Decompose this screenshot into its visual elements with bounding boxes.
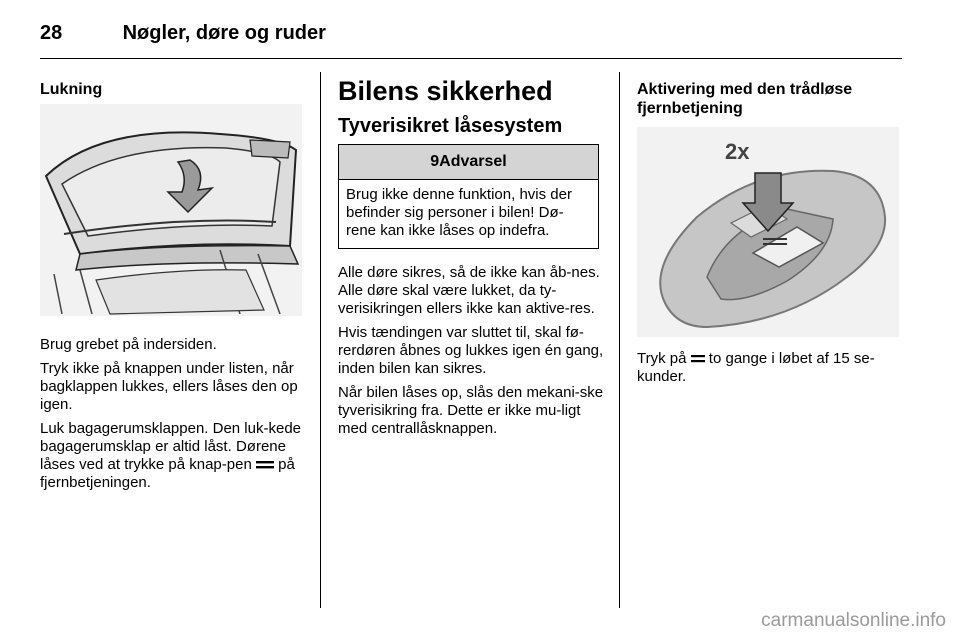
paragraph: Hvis tændingen var sluttet til, skal fø-rerdøren åbnes og lukkes igen én gang, inden bilen kan sikres. [338,324,604,377]
paragraph-text: Dørene låses ved at trykke på knap-pen [40,438,286,473]
lock-button-icon [256,461,274,469]
warning-text: Brug ikke denne funktion, hvis der befinder sig personer i bilen! Dø-rene kan ikke låses op indefra. [346,186,572,239]
remote-key-drawing [637,127,899,337]
chapter-title: Nøgler, døre og ruder [122,22,326,44]
tailgate-drawing [40,104,302,316]
page-header [40,22,326,45]
paragraph: Brug grebet på indersiden. [40,336,217,353]
paragraph-text: to gange i løbet af 15 se-kunder. [637,350,875,385]
section-subtitle: Tyverisikret låsesystem [338,115,563,137]
column-2-text [338,264,606,444]
page-number: 28 [40,22,63,44]
section-heading-lukning: Lukning [40,81,103,98]
paragraph-text: Luk bagagerumsklappen. Den luk-kede bagagerumsklap er altid låst. [40,420,301,455]
paragraph-text: på fjernbetjeningen. [40,456,295,491]
warning-header [339,145,598,180]
paragraph [637,350,901,386]
tailgate-illustration [40,104,302,316]
header-rule [40,58,902,59]
paragraph [40,420,308,492]
lock-button-icon [691,355,705,363]
paragraph: Når bilen låses op, slås den mekani-ske tyverisikring fra. Dette er ikke mu-ligt med centrallåsknappen. [338,384,604,437]
column-3-text [637,350,901,392]
warning-box [338,144,599,249]
column-1-text [40,336,308,498]
paragraph-text: Tryk på [637,350,687,367]
paragraph: Alle døre sikres, så de ikke kan åb-nes. Alle døre skal være lukket, da ty-verisikringen ellers ikke kan aktive-res. [338,264,600,317]
column-divider-left [320,72,321,608]
section-heading-remote: Aktivering med den trådløse fjernbetjening [637,81,853,117]
paragraph: Tryk ikke på knappen under listen, når bagklappen lukkes, ellers låses den op igen. [40,360,298,413]
warning-icon: 9 [430,153,440,170]
watermark: carmanualsonline.info [761,610,946,631]
press-count-label: 2x [725,139,750,164]
column-divider-right [619,72,620,608]
remote-key-illustration [637,127,899,337]
warning-title: Advarsel [439,153,507,170]
section-title: Bilens sikkerhed [338,76,553,106]
